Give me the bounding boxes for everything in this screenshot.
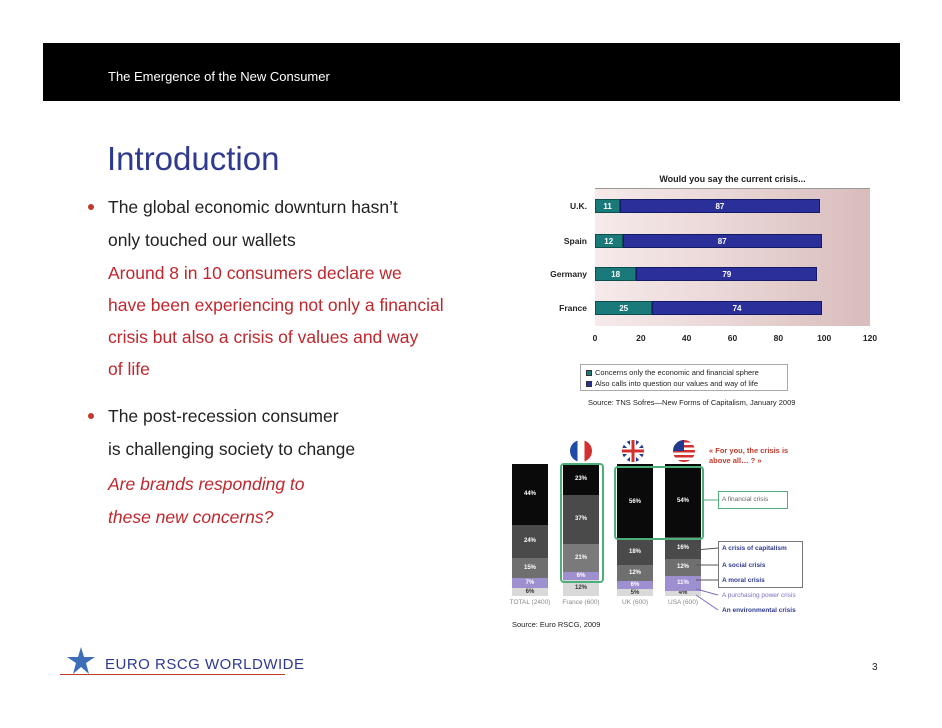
- stack-segment: 54%: [665, 464, 701, 537]
- bullet1-highlight-line: have been experiencing not only a financial: [108, 295, 444, 315]
- stack-segment: 23%: [563, 464, 599, 495]
- bullet2-line: The post-recession consumer: [108, 406, 339, 426]
- x-tick-label: 20: [636, 333, 646, 343]
- crisis-label: A financial crisis: [722, 496, 769, 503]
- x-tick-label: 80: [773, 333, 784, 343]
- bar-segment: 25: [595, 301, 652, 315]
- x-tick-label: 100: [817, 333, 832, 343]
- crisis-label: A social crisis: [722, 562, 766, 569]
- bullet1-line: The global economic downturn hasn’t: [108, 197, 398, 217]
- stack-segment: 12%: [665, 559, 701, 575]
- bullet1-highlight-line: Around 8 in 10 consumers declare we: [108, 263, 402, 283]
- bullet1-highlight-line: of life: [108, 359, 150, 379]
- column-label: France (600): [562, 599, 600, 606]
- stack-segment: 5%: [617, 589, 653, 596]
- chart1-source: Source: TNS Sofres—New Forms of Capitalism, January 2009: [588, 398, 796, 407]
- crisis-label: An environmental crisis: [722, 607, 796, 614]
- callout-line: above all… ? »: [709, 456, 762, 465]
- stack-segment: 4%: [665, 591, 701, 596]
- logo-underline: [60, 674, 285, 675]
- logo-text: EURO RSCG WORLDWIDE: [105, 656, 305, 673]
- column-label: TOTAL (2400): [509, 599, 551, 606]
- category-label: U.K.: [570, 201, 587, 211]
- bullet2-question-line: these new concerns?: [108, 507, 274, 527]
- stack-segment: 16%: [665, 537, 701, 559]
- slide-title: Introduction: [107, 140, 280, 177]
- bar-segment: 18: [595, 267, 636, 281]
- x-tick-label: 0: [592, 333, 598, 343]
- crisis-label: A crisis of capitalism: [722, 545, 787, 552]
- header-title: The Emergence of the New Consumer: [108, 69, 330, 84]
- legend-label: Also calls into question our values and way of life: [595, 379, 759, 388]
- bar-segment: 12: [595, 234, 623, 248]
- callout-line: « For you, the crisis is: [709, 446, 789, 455]
- stack-segment: 12%: [563, 580, 599, 596]
- x-tick-label: 40: [681, 333, 692, 343]
- category-label: Germany: [550, 269, 587, 279]
- logo-star-icon: [65, 645, 97, 677]
- chart1-title: Would you say the current crisis...: [659, 174, 806, 184]
- bar-segment: 87: [620, 199, 819, 213]
- bullet2-question-line: Are brands responding to: [108, 474, 305, 494]
- column-label: USA (600): [668, 599, 698, 606]
- column-label: UK (600): [621, 599, 649, 606]
- bar-segment: 74: [652, 301, 822, 315]
- bar-segment: 87: [623, 234, 822, 248]
- crisis-label: A purchasing power crisis: [722, 592, 796, 599]
- x-tick-label: 60: [727, 333, 738, 343]
- bullet1-highlight-line: crisis but also a crisis of values and way: [108, 327, 419, 347]
- stack-segment: 6%: [617, 581, 653, 589]
- page-number: 3: [872, 662, 878, 673]
- stack-segment: 11%: [665, 576, 701, 591]
- legend-label: Concerns only the economic and financial sphere: [595, 368, 759, 377]
- chart2-source: Source: Euro RSCG, 2009: [512, 620, 601, 629]
- category-label: Spain: [563, 236, 587, 246]
- stack-segment: 37%: [563, 495, 599, 544]
- stack-segment: 15%: [512, 558, 548, 579]
- bullet2-line: is challenging society to change: [108, 439, 356, 459]
- stack-segment: 18%: [617, 540, 653, 564]
- stack-segment: 21%: [563, 544, 599, 572]
- stack-segment: 56%: [617, 464, 653, 540]
- bar-segment: 11: [595, 199, 620, 213]
- stack-segment: 6%: [512, 588, 548, 596]
- x-tick-label: 120: [862, 333, 878, 343]
- stack-segment: 24%: [512, 525, 548, 558]
- stack-segment: 44%: [512, 464, 548, 525]
- stack-segment: 6%: [563, 572, 599, 580]
- category-label: France: [559, 303, 587, 313]
- bar-segment: 79: [636, 267, 817, 281]
- bullet1-line: only touched our wallets: [108, 230, 296, 250]
- crisis-label: A moral crisis: [722, 577, 765, 584]
- stack-segment: 7%: [512, 578, 548, 588]
- stack-segment: 12%: [617, 565, 653, 581]
